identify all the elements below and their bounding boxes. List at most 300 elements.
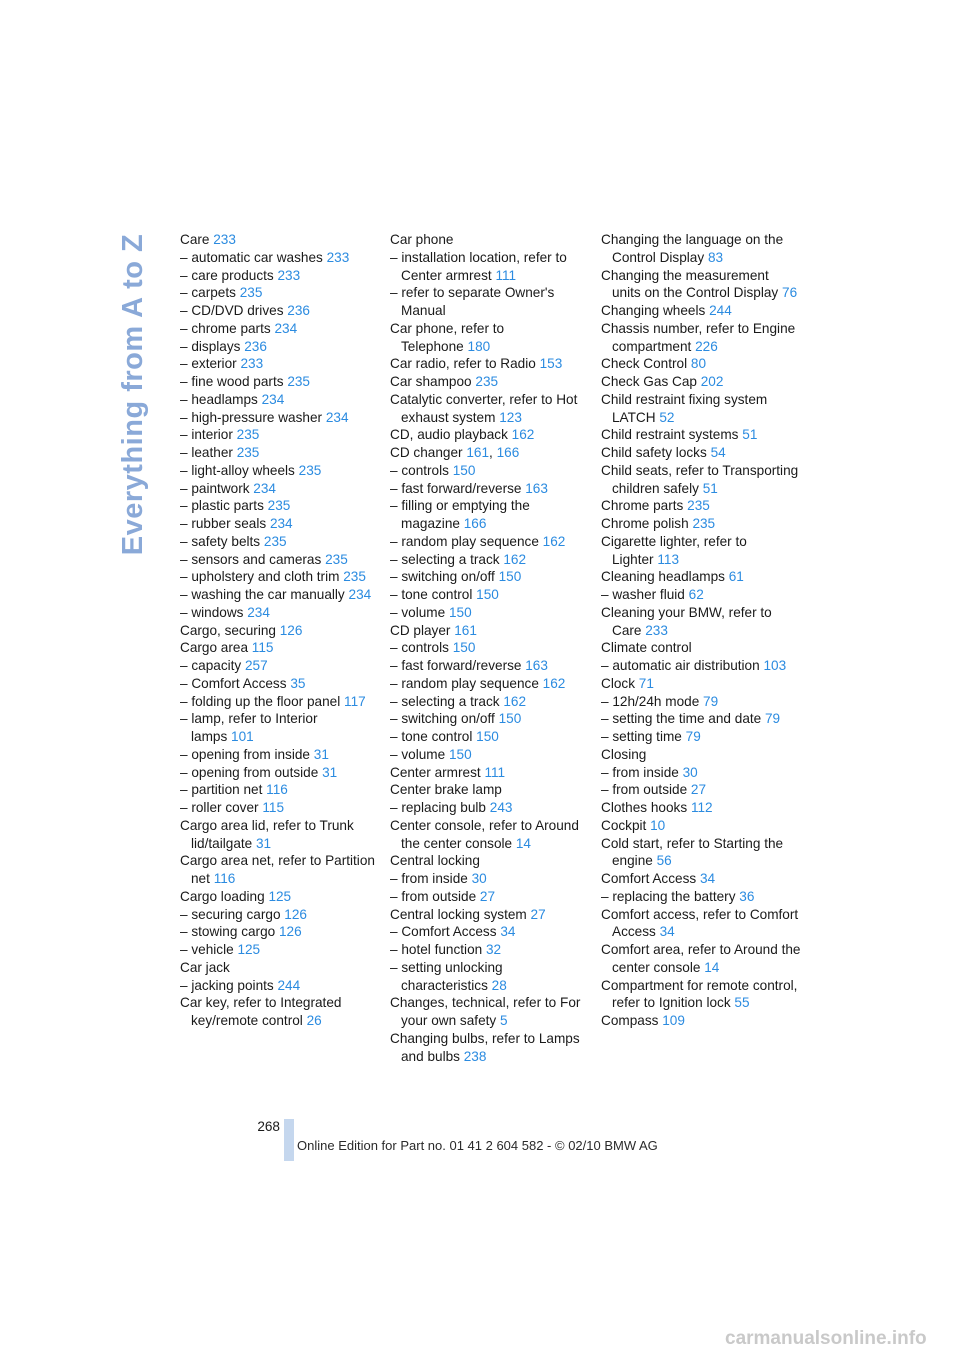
page-reference-link[interactable]: 234: [253, 480, 276, 496]
page-reference-link[interactable]: 111: [495, 267, 517, 283]
page-reference-link[interactable]: 111: [484, 764, 506, 780]
index-entry: [180, 746, 380, 764]
page-reference-link[interactable]: 238: [463, 1048, 487, 1064]
page-reference-link[interactable]: 163: [525, 658, 548, 673]
page-reference-link[interactable]: 31: [256, 835, 272, 851]
index-entry: [390, 391, 590, 427]
page-reference-link[interactable]: 226: [695, 338, 718, 354]
index-entry: [180, 888, 380, 906]
page-reference-link[interactable]: 79: [765, 711, 781, 727]
index-term: – refer to separate Owner's Manual: [390, 285, 555, 318]
index-term: – selecting a track: [390, 693, 500, 709]
page-reference-link[interactable]: 161: [454, 622, 477, 638]
page-reference-link[interactable]: 161: [466, 445, 490, 460]
index-entry: [390, 799, 590, 817]
page-reference-link[interactable]: 244: [709, 303, 732, 318]
index-entry: [601, 444, 801, 462]
page-reference-link[interactable]: 235: [692, 516, 716, 531]
index-entry: [180, 320, 380, 338]
page-reference-link[interactable]: 112: [690, 800, 713, 815]
index-term: – partition net: [180, 782, 263, 798]
index-term: – roller cover: [180, 800, 259, 815]
page-reference-link[interactable]: 234: [269, 516, 293, 531]
index-term: Central locking system: [390, 906, 527, 922]
index-term: Car shampoo: [390, 374, 472, 389]
index-term: Changing bulbs, refer to Lamps and bulbs: [390, 1030, 580, 1064]
index-entry: [180, 941, 380, 959]
index-entry: [390, 604, 590, 622]
index-term: – switching on/off: [390, 569, 495, 585]
index-term: Closing: [601, 746, 647, 762]
index-term: – Comfort Access: [180, 675, 287, 691]
index-term: Changing the measurement units on the Control Display: [601, 267, 779, 301]
index-entry: [180, 852, 380, 888]
page-reference-link[interactable]: 71: [638, 675, 654, 691]
index-term: – replacing bulb: [390, 800, 486, 815]
index-entry: [601, 267, 801, 303]
index-entry: [180, 994, 380, 1030]
index-term: – Comfort Access: [390, 924, 497, 940]
index-entry: [390, 959, 590, 995]
index-entry: [180, 533, 380, 551]
index-entry: [390, 710, 590, 728]
index-column-3: [601, 231, 801, 1030]
page-reference-link[interactable]: 244: [277, 977, 301, 993]
index-term: – from outside: [601, 782, 688, 798]
page-reference-link[interactable]: 36: [739, 888, 755, 904]
index-entry: [390, 888, 590, 906]
index-term: – random play sequence: [390, 675, 539, 691]
index-term: – light-alloy wheels: [180, 462, 295, 478]
page-reference-link[interactable]: 150: [452, 462, 476, 478]
page-reference-link[interactable]: 234: [261, 391, 285, 407]
index-entry: [390, 675, 590, 693]
index-term: Cleaning your BMW, refer to Care: [601, 604, 772, 638]
page-reference-link[interactable]: 234: [325, 409, 349, 425]
index-term: Check Gas Cap: [601, 374, 697, 389]
index-term: – safety belts: [180, 533, 261, 549]
index-entry: [601, 817, 801, 835]
page-reference-link[interactable]: 150: [498, 711, 522, 727]
index-entry: [601, 515, 801, 533]
index-term: Central locking: [390, 853, 480, 869]
index-term: – CD/DVD drives: [180, 303, 284, 318]
index-entry: [390, 568, 590, 586]
index-term: Clock: [601, 675, 635, 691]
page-reference-link[interactable]: 126: [279, 622, 303, 638]
index-entry: [601, 941, 801, 977]
index-entry: [180, 657, 380, 675]
page-reference-link[interactable]: 31: [322, 764, 338, 780]
page-reference-link[interactable]: 234: [348, 587, 372, 602]
index-entry: [180, 267, 380, 285]
index-term: Car radio, refer to Radio: [390, 356, 536, 372]
page-reference-link[interactable]: 28: [491, 977, 507, 993]
index-term: – folding up the floor panel: [180, 693, 341, 709]
index-term: – stowing cargo: [180, 924, 276, 940]
page-reference-link[interactable]: 117: [344, 693, 366, 709]
index-entry: [180, 462, 380, 480]
index-entry: [601, 746, 801, 764]
index-entry: [180, 480, 380, 498]
index-entry: [390, 426, 590, 444]
page-reference-link[interactable]: 236: [244, 338, 267, 354]
page-reference-link[interactable]: 126: [279, 924, 302, 940]
page-reference-link[interactable]: 235: [236, 427, 260, 443]
index-entry: [390, 231, 590, 249]
page-reference-link[interactable]: 235: [239, 285, 263, 301]
index-entry: [390, 764, 590, 782]
index-column-1: [180, 231, 380, 1030]
index-entry: [601, 497, 801, 515]
index-term: – plastic parts: [180, 498, 264, 514]
index-entry: [390, 551, 590, 569]
index-entry: [390, 249, 590, 285]
page-reference-link[interactable]: 56: [656, 853, 672, 869]
page-reference-link[interactable]: 234: [247, 604, 270, 620]
page-reference-link[interactable]: 125: [237, 942, 261, 957]
page-reference-link[interactable]: 235: [475, 374, 499, 389]
index-term: Child seats, refer to Transporting children safely: [601, 462, 799, 496]
index-entry: [180, 444, 380, 462]
page-reference-link[interactable]: 150: [498, 569, 522, 585]
index-term: Child restraint fixing system LATCH: [601, 391, 768, 425]
index-term: – opening from outside: [180, 764, 319, 780]
index-term: Cigarette lighter, refer to Lighter: [601, 533, 747, 567]
page-reference-link[interactable]: 166: [496, 445, 520, 460]
page-reference-link[interactable]: 109: [662, 1013, 685, 1028]
index-entry: [180, 551, 380, 569]
index-term: Cleaning headlamps: [601, 569, 725, 585]
index-entry: [601, 302, 801, 320]
index-entry: [180, 675, 380, 693]
page-reference-link[interactable]: 150: [476, 587, 499, 602]
index-term: Chrome polish: [601, 516, 689, 531]
index-entry: [180, 923, 380, 941]
index-entry: [390, 622, 590, 640]
page-reference-link[interactable]: 202: [700, 374, 724, 389]
index-entry: [390, 781, 590, 799]
index-entry: [390, 994, 590, 1030]
index-entry: [390, 817, 590, 853]
index-entry: [601, 1012, 801, 1030]
index-entry: [180, 764, 380, 782]
index-entry: [601, 231, 801, 267]
index-term: Climate control: [601, 640, 692, 656]
page-reference-link[interactable]: 115: [251, 640, 274, 656]
index-term: – from inside: [390, 871, 468, 886]
index-entry: [601, 462, 801, 498]
index-term: – high-pressure washer: [180, 409, 323, 425]
page-reference-link[interactable]: 180: [467, 338, 491, 354]
page-reference-link[interactable]: 55: [734, 995, 750, 1011]
page-reference-link[interactable]: 27: [690, 782, 707, 798]
index-term: Comfort area, refer to Around the center console: [601, 942, 801, 975]
footer-accent-bar: [284, 1119, 294, 1161]
page-reference-link[interactable]: 235: [687, 498, 710, 514]
index-term: – setting unlocking characteristics: [390, 959, 503, 993]
page-reference-link[interactable]: 236: [287, 303, 310, 318]
page-reference-link[interactable]: 14: [515, 835, 531, 851]
page-reference-link[interactable]: 235: [267, 498, 291, 514]
page-reference-link[interactable]: 162: [503, 693, 527, 709]
page-reference-link[interactable]: 257: [245, 658, 268, 673]
index-entry: [601, 710, 801, 728]
index-entry: [601, 639, 801, 657]
page-reference-link[interactable]: 153: [539, 356, 563, 372]
page-reference-link[interactable]: 61: [728, 569, 744, 585]
page-reference-link[interactable]: 235: [298, 462, 322, 478]
index-entry: [601, 764, 801, 782]
page-reference-link[interactable]: 79: [685, 729, 701, 744]
index-term: – opening from inside: [180, 746, 310, 762]
index-entry: [601, 835, 801, 871]
index-entry: [180, 515, 380, 533]
page-reference-link[interactable]: 27: [530, 906, 546, 922]
index-term: Check Control: [601, 356, 688, 372]
page-reference-link[interactable]: 166: [463, 516, 487, 531]
index-entry: [390, 373, 590, 391]
page-reference-link[interactable]: 83: [707, 249, 724, 265]
index-term: – 12h/24h mode: [601, 693, 700, 709]
index-entry: [601, 533, 801, 569]
index-term: Car jack: [180, 959, 230, 975]
page-reference-link[interactable]: 34: [500, 924, 516, 940]
index-entry: [180, 586, 380, 604]
index-term: – capacity: [180, 658, 242, 673]
page-reference-link[interactable]: 26: [306, 1013, 322, 1028]
index-term: Cargo loading: [180, 888, 265, 904]
index-term: CD, audio playback: [390, 427, 508, 443]
index-entry: [390, 1030, 590, 1066]
index-entry: [390, 462, 590, 480]
page-reference-link[interactable]: 113: [657, 551, 680, 567]
index-term: – interior: [180, 427, 233, 443]
page-reference-link[interactable]: 30: [682, 764, 698, 780]
page-reference-link[interactable]: 79: [703, 693, 719, 709]
index-entry: [180, 781, 380, 799]
page-reference-link[interactable]: 27: [479, 888, 496, 904]
index-entry: [180, 302, 380, 320]
index-term: – vehicle: [180, 942, 234, 957]
index-entry: [390, 941, 590, 959]
index-entry: [180, 231, 380, 249]
page-reference-link[interactable]: 162: [542, 533, 566, 549]
page-reference-link[interactable]: 51: [702, 480, 718, 496]
index-entry: [180, 799, 380, 817]
index-term: Changes, technical, refer to For your own safety: [390, 995, 581, 1028]
page-reference-link[interactable]: 235: [343, 569, 366, 585]
index-term: – automatic car washes: [180, 249, 323, 265]
index-term: – jacking points: [180, 977, 274, 993]
page-reference-link[interactable]: 14: [704, 959, 720, 975]
index-term: Cockpit: [601, 817, 647, 833]
footer-edition-note: Online Edition for Part no. 01 41 2 604 582 - © 02/10 BMW AG: [297, 1138, 658, 1153]
index-entry: [601, 977, 801, 1013]
index-term: Center brake lamp: [390, 782, 502, 798]
page-reference-link[interactable]: 51: [742, 427, 758, 443]
index-term: – sensors and cameras: [180, 551, 322, 567]
page-reference-link[interactable]: 234: [274, 320, 298, 336]
index-entry: [390, 746, 590, 764]
page-reference-link[interactable]: 233: [326, 249, 350, 265]
page-reference-link[interactable]: 235: [287, 374, 310, 389]
page-reference-link[interactable]: 62: [688, 587, 704, 602]
index-entry: [180, 604, 380, 622]
page-reference-link[interactable]: 123: [499, 409, 522, 425]
index-term: – automatic air distribution: [601, 658, 760, 673]
index-entry: [601, 426, 801, 444]
page-reference-link[interactable]: 233: [240, 356, 264, 372]
index-term: Child safety locks: [601, 445, 707, 460]
page-reference-link[interactable]: 235: [236, 445, 260, 460]
index-entry: [180, 391, 380, 409]
index-entry: [390, 870, 590, 888]
index-entry: [180, 906, 380, 924]
index-term: CD player: [390, 622, 451, 638]
index-term: Child restraint systems: [601, 427, 739, 443]
index-entry: [180, 426, 380, 444]
page-reference-link[interactable]: 31: [313, 746, 329, 762]
index-entry: [601, 799, 801, 817]
index-entry: [180, 497, 380, 515]
page-reference-link[interactable]: 32: [485, 942, 502, 957]
page-reference-link[interactable]: 116: [213, 871, 236, 886]
index-entry: [180, 568, 380, 586]
index-term: – volume: [390, 604, 446, 620]
index-term: – from inside: [601, 764, 679, 780]
index-term: – fine wood parts: [180, 374, 284, 389]
index-entry: [390, 923, 590, 941]
index-entry: [601, 568, 801, 586]
index-entry: [390, 657, 590, 675]
index-entry: [180, 710, 380, 746]
index-term: Center console, refer to Around the center console: [390, 817, 579, 851]
index-entry: [601, 586, 801, 604]
index-term: – filling or emptying the magazine: [390, 498, 530, 531]
page-reference-link[interactable]: 163: [525, 480, 548, 496]
index-term: – replacing the battery: [601, 888, 736, 904]
index-entry: [390, 533, 590, 551]
page-reference-link[interactable]: 54: [710, 445, 726, 460]
index-term: – exterior: [180, 356, 237, 372]
index-term: Comfort access, refer to Comfort Access: [601, 906, 799, 940]
index-entry: [390, 586, 590, 604]
index-entry: [601, 728, 801, 746]
side-section-title: [112, 228, 156, 560]
page-reference-link[interactable]: 126: [284, 906, 307, 922]
index-term: Catalytic converter, refer to Hot exhaust system: [390, 391, 578, 425]
index-entry: [390, 355, 590, 373]
index-term: Cargo area: [180, 640, 249, 656]
index-term: Care: [180, 232, 210, 247]
index-entry: [601, 870, 801, 888]
page-reference-link[interactable]: 233: [645, 622, 668, 638]
page-reference-link[interactable]: 150: [452, 640, 476, 656]
index-term: Chassis number, refer to Engine compartment: [601, 320, 796, 354]
page-reference-link[interactable]: 103: [763, 658, 787, 673]
index-term: – securing cargo: [180, 906, 281, 922]
page-reference-link[interactable]: 5: [499, 1013, 508, 1028]
index-term: Chrome parts: [601, 498, 684, 514]
index-term: Cargo, securing: [180, 622, 276, 638]
index-term: – hotel function: [390, 942, 483, 957]
page-reference-link[interactable]: 150: [448, 746, 472, 762]
page-reference-link[interactable]: 76: [782, 285, 798, 301]
index-entry: [390, 320, 590, 356]
index-term: – tone control: [390, 729, 473, 744]
index-term: Comfort Access: [601, 871, 697, 886]
page-reference-link[interactable]: 116: [266, 782, 288, 798]
index-term: – fast forward/reverse: [390, 480, 522, 496]
index-column-2: [390, 231, 590, 1065]
page-number: 268: [257, 1119, 280, 1134]
index-entry: [390, 480, 590, 498]
index-term: – lamp, refer to Interior lamps: [180, 711, 318, 744]
index-entry: [180, 338, 380, 356]
index-term: – chrome parts: [180, 320, 271, 336]
page-reference-link[interactable]: 235: [325, 551, 348, 567]
page-reference-link[interactable]: 125: [268, 888, 292, 904]
index-term: – care products: [180, 267, 274, 283]
index-term: Center armrest: [390, 764, 481, 780]
index-entry: [390, 852, 590, 870]
page-reference-link[interactable]: 101: [231, 729, 254, 744]
index-term: – controls: [390, 462, 449, 478]
index-entry: [601, 781, 801, 799]
index-entry: [601, 693, 801, 711]
index-entry: [180, 817, 380, 853]
index-term: – windows: [180, 604, 244, 620]
page-reference-link[interactable]: 233: [213, 232, 236, 247]
index-term: – washer fluid: [601, 587, 685, 602]
index-term: – fast forward/reverse: [390, 658, 522, 673]
page-reference-link[interactable]: 52: [659, 409, 675, 425]
index-entry: [601, 675, 801, 693]
index-entry: [180, 622, 380, 640]
page-reference-link[interactable]: 30: [471, 871, 487, 886]
index-term: Cargo area lid, refer to Trunk lid/tailgate: [180, 817, 354, 851]
page-reference-link[interactable]: 80: [690, 356, 707, 372]
index-term: – rubber seals: [180, 516, 267, 531]
page-reference-link[interactable]: 162: [511, 427, 535, 443]
page-reference-link[interactable]: 10: [650, 817, 666, 833]
index-entry: [180, 284, 380, 302]
index-entry: [601, 888, 801, 906]
index-term: – random play sequence: [390, 533, 539, 549]
page-reference-link[interactable]: 162: [542, 675, 566, 691]
page-reference-link[interactable]: 233: [277, 267, 301, 283]
page-reference-link[interactable]: 243: [489, 800, 513, 815]
page-reference-link[interactable]: 150: [476, 729, 499, 744]
index-term: – carpets: [180, 285, 236, 301]
index-entry: [601, 355, 801, 373]
page-reference-link[interactable]: 34: [699, 871, 716, 886]
index-term: Clothes hooks: [601, 800, 688, 815]
index-entry: [601, 657, 801, 675]
page-reference-link[interactable]: 162: [503, 551, 527, 567]
index-term: – from outside: [390, 888, 477, 904]
page-reference-link[interactable]: 150: [448, 604, 472, 620]
index-term: Car key, refer to Integrated key/remote control: [180, 995, 342, 1028]
index-entry: [180, 373, 380, 391]
page-reference-link[interactable]: 34: [659, 924, 675, 940]
index-entry: [390, 728, 590, 746]
page-reference-link[interactable]: 235: [263, 533, 287, 549]
index-term: Car phone: [390, 232, 454, 247]
page-reference-link[interactable]: 35: [290, 675, 306, 691]
page-reference-link[interactable]: 115: [262, 800, 285, 815]
